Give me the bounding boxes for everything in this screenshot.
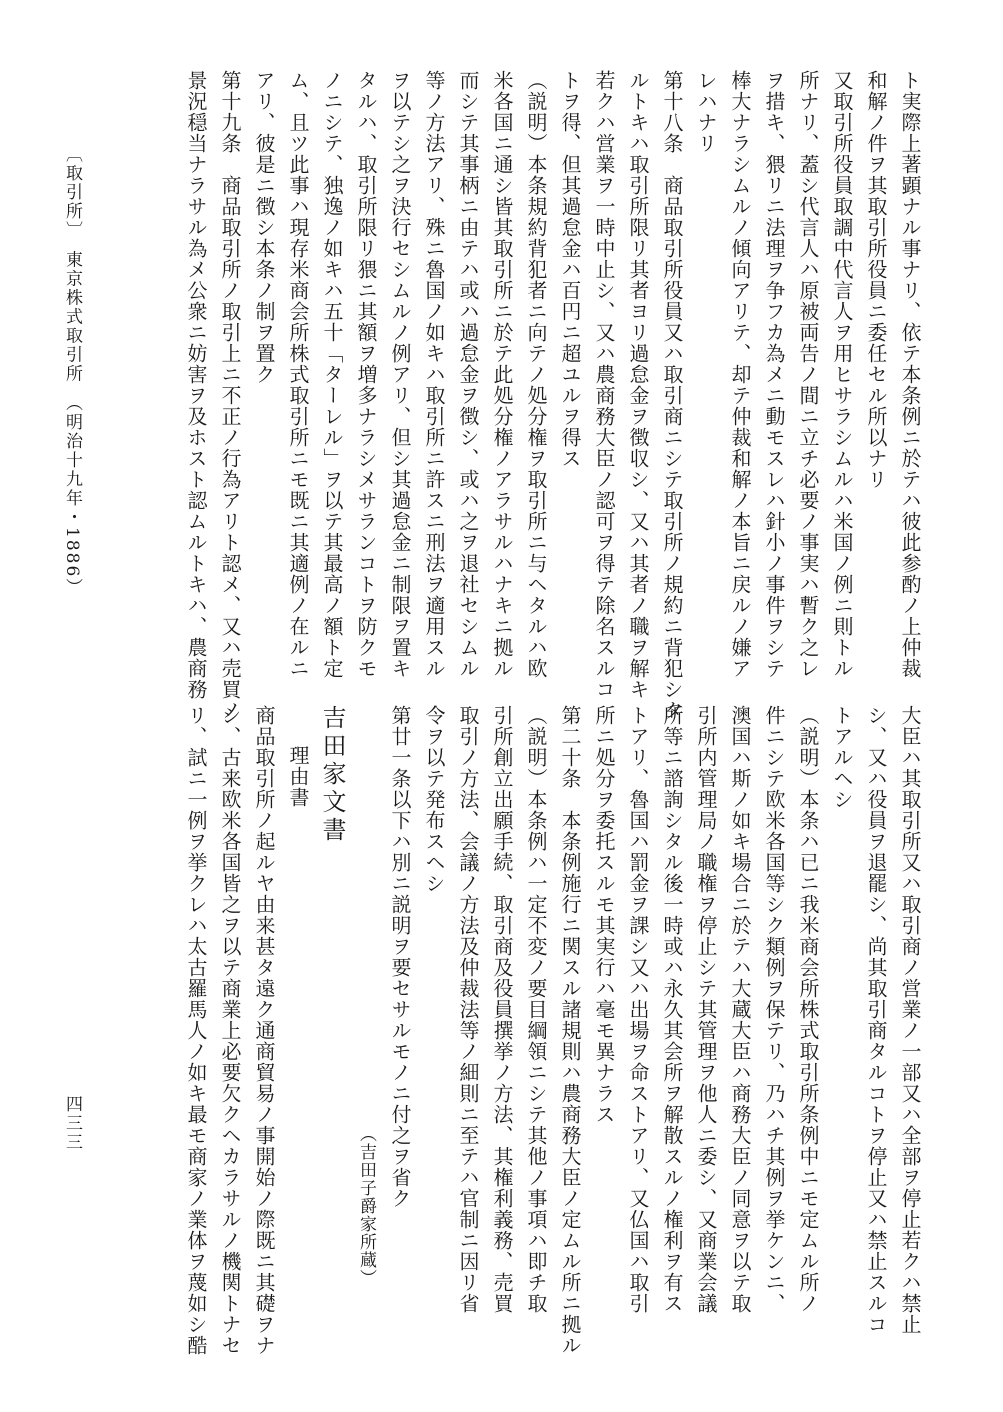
text-line: ヲ以テシ之ヲ決行セシムルノ例アリ、但シ其過怠金ニ制限ヲ置キ [388,70,412,679]
text-line: 棒大ナラシムルノ傾向アリテ、却テ仲裁和解ノ本旨ニ戻ルノ嫌ア [728,70,752,679]
text-line: シ、古来欧米各国皆之ヲ以テ商業上必要欠クヘカラサルノ機関トナセ [218,705,242,1356]
text-line: トアルヘシ [830,705,854,810]
section-title: 吉田家文書 [318,705,346,845]
text-line: 取引ノ方法、会議ノ方法及仲裁法等ノ細則ニ至テハ官制ニ因リ省 [456,705,480,1314]
text-line: シ、又ハ役員ヲ退罷シ、尚其取引商タルコトヲ停止又ハ禁止スルコ [864,705,888,1335]
page-number: 四三三 [62,1095,82,1152]
text-line: 所等ニ諮詢シタル後一時或ハ永久其会所ヲ解散スルノ権利ヲ有ス [660,705,684,1314]
source-attribution: （吉田子爵家所蔵） [356,1125,376,1287]
text-line: トヲ得、但其過怠金ハ百円ニ超ユルヲ得ス [558,70,582,469]
explanation-line: （説明）本条例ハ一定不変ノ要目綱領ニシテ其他ノ事項ハ即チ取 [524,705,548,1314]
text-line: アリ、彼是ニ徴シ本条ノ制ヲ置ク [252,70,276,385]
text-line: リ、試ニ一例ヲ挙クレハ太古羅馬人ノ如キ最モ商家ノ業体ヲ蔑如シ酷 [184,705,208,1356]
text-line: ム、且ツ此事ハ現存米商会所株式取引所ニモ既ニ其適例ノ在ルニ [286,70,310,679]
text-line: 件ニシテ欧米各国等シク類例ヲ保テリ、乃ハチ其例ヲ挙ケンニ、 [762,705,786,1314]
article-18-heading: 第十八条 商品取引所役員又ハ取引商ニシテ取引所ノ規約ニ背犯シタ [660,70,684,721]
text-line: ノニシテ、独逸ノ如キハ五十「ターレル」ヲ以テ其最高ノ額ト定 [320,70,344,679]
text-line: ト実際上著顕ナル事ナリ、依テ本条例ニ於テハ彼此参酌ノ上仲裁 [898,70,922,679]
subsection-title: 理由書 [286,745,310,808]
text-line: 引所内管理局ノ職権ヲ停止シテ其管理ヲ他人ニ委シ、又商業会議 [694,705,718,1314]
explanation-line: （説明）本条規約背犯者ニ向テノ処分権ヲ取引所ニ与ヘタルハ欧 [524,70,548,679]
article-21-line: 第廿一条以下ハ別ニ説明ヲ要セサルモノニ付之ヲ省ク [388,705,412,1209]
text-line: 所ナリ、蓋シ代言人ハ原被両告ノ間ニ立チ必要ノ事実ハ暫ク之レ [796,70,820,679]
article-19-heading: 第十九条 商品取引所ノ取引上ニ不正ノ行為アリト認メ、又ハ売買ノ [218,70,242,721]
article-20-heading: 第二十条 本条例施行ニ関スル諸規則ハ農商務大臣ノ定ムル所ニ拠ル [558,705,582,1356]
running-head: 〔取引所〕 東京株式取引所 （明治十九年・1886） [62,145,82,598]
text-line: 令ヲ以テ発布スヘシ [422,705,446,894]
text-line: 大臣ハ其取引所又ハ取引商ノ営業ノ一部又ハ全部ヲ停止若クハ禁止 [898,705,922,1335]
text-line: タルハ、取引所限リ猥ニ其額ヲ増多ナラシメサランコトヲ防クモ [354,70,378,679]
upper-text-block [179,70,927,721]
text-line: ヲ措キ、猥リニ法理ヲ争フカ為メニ動モスレハ針小ノ事件ヲシテ [762,70,786,679]
text-line: トアリ、魯国ハ罰金ヲ課シ又ハ出場ヲ命ストアリ、又仏国ハ取引 [626,705,650,1314]
text-line: 引所創立出願手続、取引商及役員撰挙ノ方法、其権利義務、売買 [490,705,514,1314]
text-line: 若クハ営業ヲ一時中止シ、又ハ農商務大臣ノ認可ヲ得テ除名スルコ [592,70,616,700]
text-line: 澳国ハ斯ノ如キ場合ニ於テハ大蔵大臣ハ商務大臣ノ同意ヲ以テ取 [728,705,752,1314]
explanation-line: （説明）本条ハ已ニ我米商会所株式取引所条例中ニモ定ムル所ノ [796,705,820,1314]
text-line: ルトキハ取引所限リ其者ヨリ過怠金ヲ徴収シ、又ハ其者ノ職ヲ解キ [626,70,650,700]
text-line: レハナリ [694,70,718,154]
text-line: 等ノ方法アリ、殊ニ魯国ノ如キハ取引所ニ許スニ刑法ヲ適用スル [422,70,446,679]
text-line: 又取引所役員取調中代言人ヲ用ヒサラシムルハ米国ノ例ニ則トル [830,70,854,679]
text-line: 所ニ処分ヲ委托スルモ其実行ハ毫モ異ナラス [592,705,616,1125]
text-line: 而シテ其事柄ニ由テハ或ハ過怠金ヲ徴シ、或ハ之ヲ退社セシムル [456,70,480,679]
text-line: 和解ノ件ヲ其取引所役員ニ委任セル所以ナリ [864,70,888,490]
text-line: 米各国ニ通シ皆其取引所ニ於テ此処分権ノアラサルハナキニ拠ル [490,70,514,679]
text-line: 景況穏当ナラサル為メ公衆ニ妨害ヲ及ホスト認ムルトキハ、農商務 [184,70,208,700]
text-line: 商品取引所ノ起ルヤ由来甚タ遠ク通商貿易ノ事開始ノ際既ニ其礎ヲナ [252,705,276,1356]
lower-text-block [179,705,927,1356]
